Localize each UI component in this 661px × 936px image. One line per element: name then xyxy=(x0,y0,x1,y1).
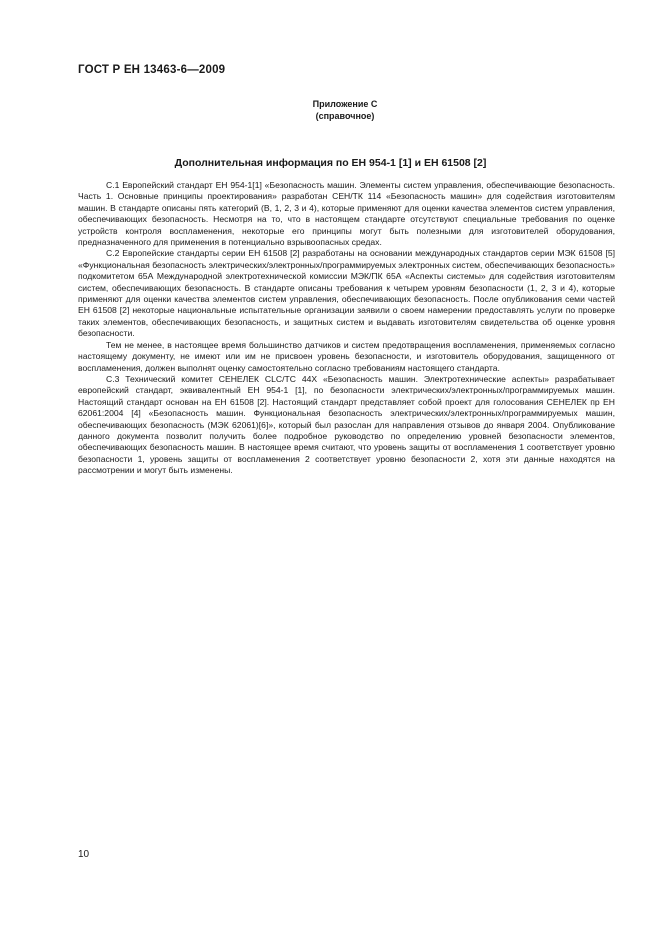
paragraph-c1: С.1 Европейский стандарт ЕН 954-1[1] «Безопасность машин. Элементы систем управления, обеспечивающие безопасность. Часть 1. Основные принципы проектирования» разработан СЕН/ТК 114 «Безопасность машин» для содействия изготовителям машин. В стандарте описаны пять категорий (В, 1, 2, 3 и 4), которые применяют для оценки качества элементов систем управления, обеспечивающих безопасность. Несмотря на то, что в настоящем стандарте отсутствуют специальные требования по оценке устройств контроля воспламенения, некоторые его принципы могут быть полезными для изготовителей оборудования, предназначенного для применения в потенциально взрывоопасных средах. xyxy=(78,180,615,248)
annex-heading xyxy=(290,98,400,122)
annex-body xyxy=(78,180,615,477)
page-number: 10 xyxy=(78,849,90,860)
standard-code: ГОСТ Р ЕН 13463-6—2009 xyxy=(78,64,226,76)
annex-title: Дополнительная информация по ЕН 954-1 [1] и ЕН 61508 [2] xyxy=(174,157,487,169)
paragraph-c3: С.3 Технический комитет СЕНЕЛЕК CLC/TC 44X «Безопасность машин. Электротехнические аспекты» разрабатывает европейский стандарт, эквивалентный ЕН 954-1 [1], по безопасности электрических/электронных/программируемых машин. Настоящий стандарт основан на ЕН 61508 [2]. Настоящий стандарт представляет собой проект для голосования СЕНЕЛЕК пр ЕН 62061:2004 [4] «Безопасность машин. Функциональная безопасность электрических/электронных/программируемых машин, обеспечивающих безопасность (МЭК 62061)[6]», который был разослан для направления отзывов до января 2004. Опубликование данного документа позволит получить более подробное руководство по определению уровней безопасности элементов, обеспечивающих безопасность машин. В настоящее время считают, что уровень защиты от воспламенения 1 соответствует уровню безопасности 1, уровень защиты от воспламенения 2 соответствует уровню безопасности 2, хотя эти данные находятся на рассмотрении и могут быть изменены. xyxy=(78,373,615,476)
annex-type: (справочное) xyxy=(315,111,375,121)
annex-label: Приложение С xyxy=(312,99,378,109)
paragraph-c2-continued: Тем не менее, в настоящее время большинство датчиков и систем предотвращения воспламенения, применяемых согласно настоящему документу, не имеют или им не присвоен уровень безопасности, и изготовитель оборудования, защищенного от воспламенения, должен выполнят оценку самостоятельно согласно требованиям настоящего стандарта. xyxy=(78,339,615,373)
paragraph-c2: С.2 Европейские стандарты серии ЕН 61508 [2] разработаны на основании международных стандартов серии МЭК 61508 [5] «Функциональная безопасность электрических/электронных/программируемых электронных систем, обеспечивающих безопасность» подкомитетом 65А Международной электротехнической комиссии МЭК/ПК 65А «Аспекты системы» для содействия изготовителям систем, обеспечивающих безопасность. В стандарте описаны требования к четырем уровням безопасности (1, 2, 3 и 4), которые применяют для оценки качества элементов систем управления, обеспечивающих безопасность. После опубликования семи частей ЕН 61508 [2] некоторые национальные испытательные организации заявили о своем намерении предоставлять услуги по проверке таких элементов, обеспечивающих безопасность, и защитных систем и выдавать изготовителям свидетельства об оценке уровня безопасности. xyxy=(78,248,615,339)
